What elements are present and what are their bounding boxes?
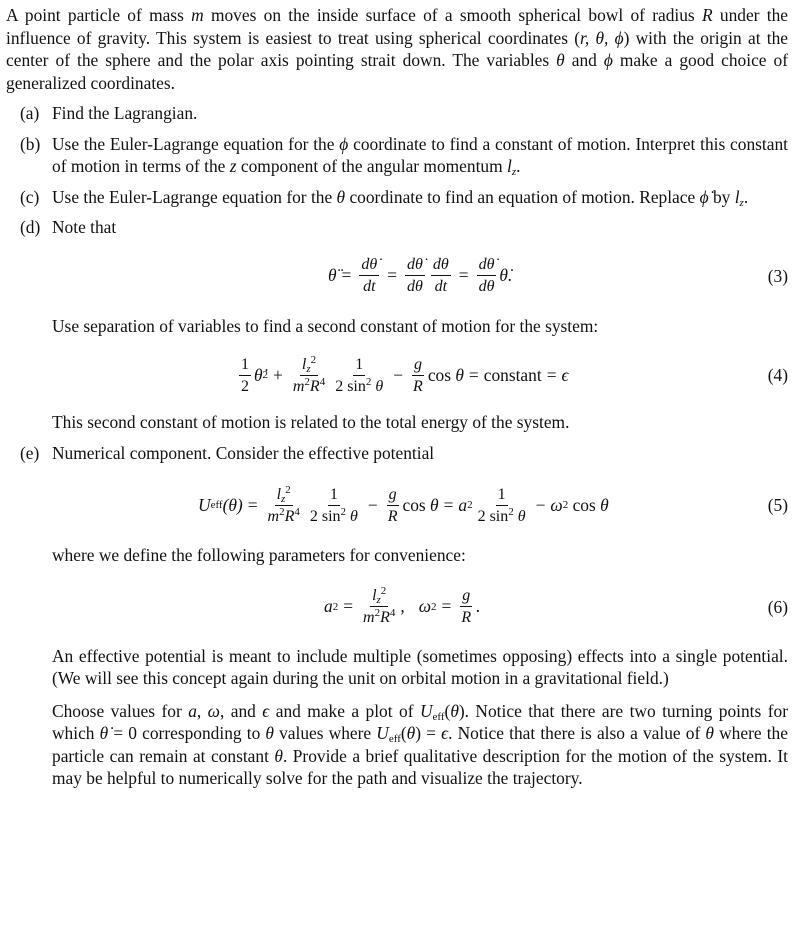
part-e [6, 442, 788, 790]
part-c-label: (c) [20, 186, 40, 207]
part-d-separation-text: Use separation of variables to find a second constant of motion for the system: [52, 315, 599, 336]
part-b-label: (b) [20, 133, 41, 154]
part-a [6, 102, 788, 125]
equation-5-number: (5) [767, 494, 788, 515]
problem-intro: A point particle of mass m moves on the inside surface of a smooth spherical bowl of radius R under the influence of gravity. This system is easiest to treat using spherical coordinates (r, θ, ϕ) with the origin at the center of the sphere and the polar axis pointing strait down. The variables θ and ϕ make a good choice of generalized coordinates. [6, 5, 789, 93]
equation-3-number: (3) [767, 265, 788, 286]
equation-4: $\frac{1}{2}$ θ̇ 2 + $\frac{l_z^2}{m^2R^4}$ $\frac{1}{2 \sin^2 \theta}$ − $\frac{g}{R}$ cos θ = constant = ϵ (4) [241, 353, 788, 395]
part-d-energy-text: This second constant of motion is related to the total energy of the system. [52, 412, 570, 432]
part-b-text: Use the Euler-Lagrange equation for the ϕ coordinate to find a constant of motion. Interpret this constant of motion in terms of the z component of the angular momentum $l_z$. [52, 133, 788, 178]
equation-5: U eff (θ) = $\frac{l_z^2}{m^2R^4}$ $\frac{1}{2 \sin^2 \theta}$ − $\frac{g}{R}$ cos θ = a 2 $\frac{1}{2 \sin^2 \theta}$ − ω 2 cos θ (5) [198, 483, 788, 525]
part-e-label: (e) [20, 442, 40, 463]
part-d-text: Note that [52, 217, 117, 237]
part-a-text: Find the Lagrangian. [52, 103, 198, 123]
part-e-paragraph-2: Choose values for a, ω, and ϵ and make a plot of $U_{eff}(\theta)$. Notice that there are two turning points for which θ̇ = 0 corresponding to θ values where $U_{eff}(\theta) = \epsilon$. Notice that there is also a value of θ where the particle can remain at constant θ. Provide a brief qualitative description for the motion of the system. It may be helpful to numerically solve for the path and visualize the trajectory. [52, 700, 788, 788]
part-d [6, 216, 788, 434]
part-e-paragraph-1: An effective potential is meant to include multiple (sometimes opposing) effects into a single potential. (We will see this concept again during the unit on orbital motion in a gravitational field.) [52, 645, 788, 688]
part-a-label: (a) [20, 103, 40, 123]
problem-page [6, 4, 788, 790]
part-e-params-text: where we define the following parameters for convenience: [52, 545, 466, 565]
constant-word: constant [483, 364, 542, 385]
equation-3: θ̈ = $\frac{d\thetȧ}{dt}$ = $\frac{d\thetȧ}{d\theta}$ $\frac{d\theta}{dt}$ = $\frac{d\thetȧ}{d\theta}$ θ̇. (3) [328, 256, 788, 295]
equation-6: a 2 = $\frac{l_z^2}{m^2R^4}$ , ω 2 = $\frac{g}{R}$ . (6) [324, 585, 788, 626]
part-d-label: (d) [20, 217, 41, 237]
part-e-text: Numerical component. Consider the effective potential [52, 442, 435, 463]
part-c-text: Use the Euler-Lagrange equation for the θ coordinate to find an equation of motion. Replace ϕ̇ by $l_z$. [52, 186, 749, 209]
part-b [6, 133, 788, 178]
equation-4-number: (4) [767, 364, 788, 385]
equation-6-number: (6) [767, 596, 788, 617]
part-c [6, 186, 788, 209]
